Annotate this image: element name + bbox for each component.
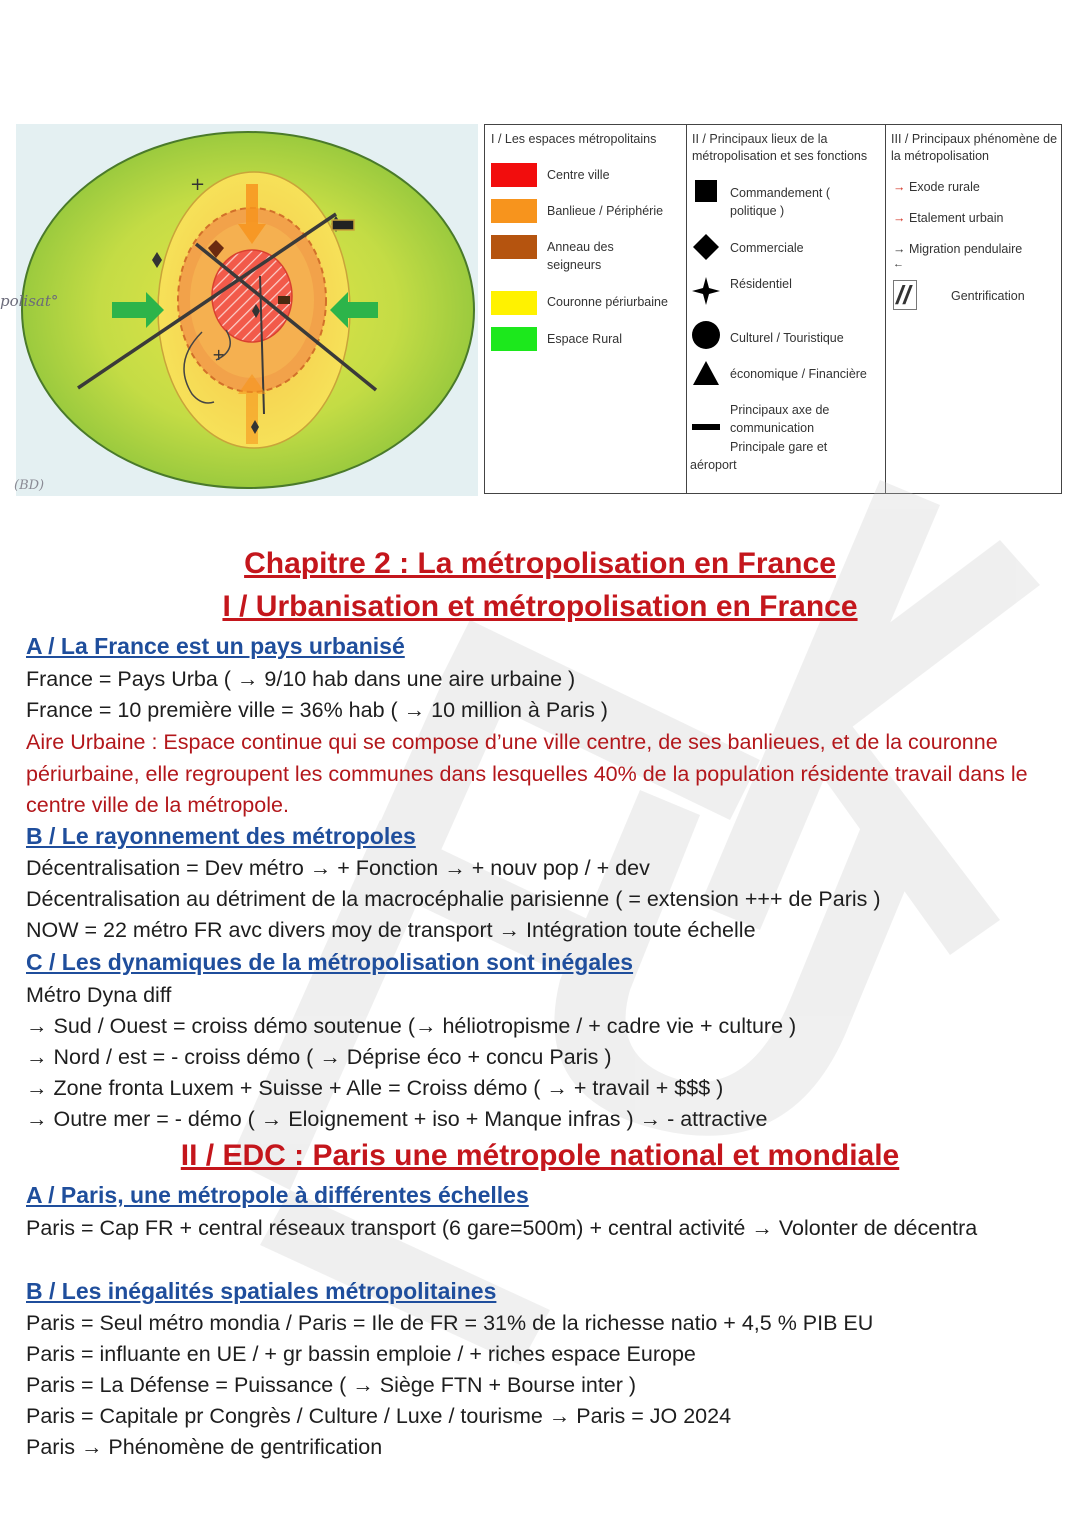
text-line: → Zone fronta Luxem + Suisse + Alle = Croiss démo ( → + travail + $$$ ) [26,1076,724,1100]
legend-label: Migration pendulaire [908,242,1023,256]
diagram-handwritten-note: polisat° [0,292,59,310]
legend-label: Résidentiel [730,277,792,291]
legend-column-phenomena [885,125,1062,493]
arrow-right-icon: → [893,211,906,225]
legend-label: Principale gare et [730,440,828,454]
legend-label: économique / Financière [730,367,867,381]
text-line: → Outre mer = - démo ( → Eloignement + iso + Manque infras ) → - attractive [26,1107,768,1131]
section-heading: A / Paris, une métropole à différentes échelles [26,1182,529,1208]
gentrification-symbol-icon: // [893,280,917,310]
legend-label: Banlieue / Périphérie [547,204,664,218]
legend-label: Exode rurale [908,180,980,194]
legend-label: Espace Rural [547,332,623,346]
legend-header: I / Les espaces métropolitains [491,132,657,146]
station-icon [278,296,290,304]
text-line: Paris = La Défense = Puissance ( → Siège FTN + Bourse inter ) [26,1373,637,1397]
phenomenon-item [893,240,1022,258]
station-icon [332,220,354,230]
legend-label: Commandement ( politique ) [730,186,831,218]
text-line: Métro Dyna diff [26,983,172,1007]
legend-table [484,124,1062,494]
text-line: → Sud / Ouest = croiss démo soutenue (→ héliotropisme / + cadre vie + culture ) [26,1014,797,1038]
swatch-rural [491,327,537,351]
legend-label: Gentrification [951,289,1025,303]
legend-label: Anneau des seigneurs [547,240,614,272]
metropolisation-diagram [16,124,478,496]
arrow-right-icon: → [893,180,906,194]
diagram-handwritten-note: (BD) [14,478,45,493]
legend-label: Etalement urbain [908,211,1004,225]
plus-symbol-icon: + [190,174,206,195]
legend-label: aéroport [690,458,737,472]
phenomenon-item [893,178,980,196]
square-icon [692,177,720,205]
section-heading: A / La France est un pays urbanisé [26,633,405,659]
text-line: NOW = 22 métro FR avc divers moy de transport → Intégration toute échelle [26,918,756,942]
legend-label: Commerciale [730,241,804,255]
text-line: France = Pays Urba ( → 9/10 hab dans une aire urbaine ) [26,667,576,691]
text-line: Paris = Capitale pr Congrès / Culture / Luxe / tourisme → Paris = JO 2024 [26,1404,732,1428]
text-line: France = 10 première ville = 36% hab ( → 10 million à Paris ) [26,698,608,722]
swatch-centre-ville [491,163,537,187]
chapter-title: Chapitre 2 : La métropolisation en France [244,547,836,580]
text-line: Paris = Seul métro mondia / Paris = Ile de FR = 31% de la richesse natio + 4,5 % PIB EU [26,1311,874,1335]
swatch-banlieue [491,199,537,223]
plus-symbol-icon: + [212,345,226,364]
section-heading: B / Le rayonnement des métropoles [26,823,416,849]
triangle-icon [692,359,720,387]
arrow-right-icon: → [893,242,906,256]
text-line: Paris → Phénomène de gentrification [26,1435,383,1459]
legend-header: II / Principaux lieux de la métropolisation et ses fonctions [692,132,868,163]
phenomenon-item [893,209,1004,227]
legend-column-places [686,125,886,493]
definition-text: Aire Urbaine : Espace continue qui se compose d’une ville centre, de ses banlieues, et de la couronne périurbaine, elle regroupent les communes dans lesquelles 40% de la population résidente travail dans le centre ville de la métropole. [26,730,1028,817]
section-heading: B / Les inégalités spatiales métropolitaines [26,1278,497,1304]
legend-label: Centre ville [547,168,610,182]
part1-title: I / Urbanisation et métropolisation en France [222,590,858,623]
text-line: Paris = influante en UE / + gr bassin emploie / + riches espace Europe [26,1342,696,1366]
circle-icon [692,321,720,349]
text-paragraph: Paris = Cap FR + central réseaux transport (6 gare=500m) + central activité → Volonter de décentra [26,1216,978,1240]
line-icon [692,413,720,441]
legend-column-spaces [485,125,687,493]
legend-label: Couronne périurbaine [547,295,668,309]
legend-label: Principaux axe de communication [730,403,830,435]
swatch-couronne [491,291,537,315]
text-line: Décentralisation = Dev métro → + Fonction → + nouv pop / + dev [26,856,650,880]
star-icon [692,277,720,305]
diamond-icon [692,233,720,261]
legend-label: Culturel / Touristique [730,331,844,345]
text-line: Décentralisation au détriment de la macrocéphalie parisienne ( = extension +++ de Paris ) [26,887,881,911]
text-line: → Nord / est = - croiss démo ( → Déprise éco + concu Paris ) [26,1045,612,1069]
arrow-left-icon: ← [893,258,904,270]
part2-title: II / EDC : Paris une métropole national et mondiale [180,1139,900,1172]
swatch-anneau [491,235,537,259]
legend-header: III / Principaux phénomène de la métropolisation [891,132,1058,163]
section-heading: C / Les dynamiques de la métropolisation sont inégales [26,949,634,975]
